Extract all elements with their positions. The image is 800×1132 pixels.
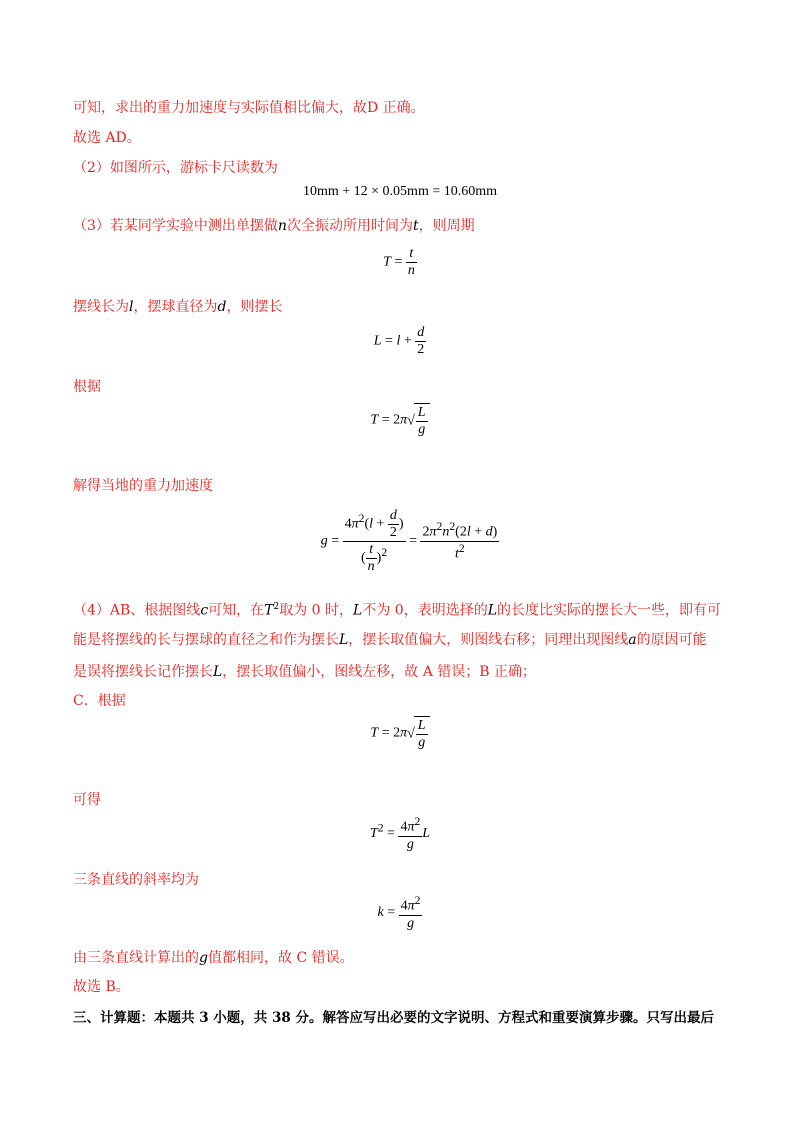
formula-slope: k = $\frac{4\pi^2}{g}$ [377, 894, 421, 931]
formula-vernier: 10mm + 12 × 0.05mm = 10.60mm [302, 184, 498, 199]
formula-pendulum: T = 2π√ $\frac{L}{g}$ [0, 403, 800, 438]
answer-line: 是误将摆线长记作摆长L，摆长取值偏小，图线左移，故 A 错误；B 正确； [73, 664, 537, 680]
answer-line: 可得 [73, 792, 101, 808]
answer-line: C．根据 [73, 693, 126, 709]
answer-line: 由三条直线计算出的g值都相同，故 C 错误。 [73, 950, 354, 966]
answer-line: 根据 [73, 379, 101, 395]
answer-line: 可知，求出的重力加速度与实际值相比偏大，故D 正确。 [73, 100, 425, 116]
formula-t-squared: $T^2$ = $\frac{4\pi^2}{g}$ L [369, 815, 431, 852]
answer-line: 三条直线的斜率均为 [73, 872, 199, 888]
formula-gravity: g = $4\pi^2(l$ + $\frac{d}{2}$ ) ( $\frac{t}{n}$ )$^2$ = $\frac{2\pi^2n^2(2l + d)}{t^2}$ [320, 508, 498, 574]
answer-line: 摆线长为l，摆球直径为d，则摆长 [73, 299, 283, 315]
answer-line: 能是将摆线的长与摆球的直径之和作为摆长L，摆长取值偏大，则图线右移；同理出现图线a的原因可能 [73, 632, 707, 648]
answer-line: （2）如图所示，游标卡尺读数为 [73, 160, 278, 176]
formula-period: T = $\frac{t}{n}$ [383, 246, 415, 278]
answer-line: 解得当地的重力加速度 [73, 478, 213, 494]
answer-line: 故选 AD。 [73, 130, 141, 146]
formula-length: L = l + $\frac{d}{2}$ [373, 325, 425, 357]
section-heading: 三、计算题：本题共 3 小题，共 38 分。解答应写出必要的文字说明、方程式和重要演算步骤。只写出最后 [73, 1010, 714, 1026]
answer-line: （4）AB、根据图线c可知，在$T^2$取为 0 时，L不为 0，表明选择的L的长度比实际的摆长大一些，即有可 [73, 602, 721, 619]
answer-line: （3）若某同学实验中测出单摆做n次全振动所用时间为t，则周期 [73, 218, 475, 234]
answer-line: 故选 B。 [73, 979, 130, 995]
formula-pendulum-2: T = 2π√ $\frac{L}{g}$ [0, 716, 800, 751]
